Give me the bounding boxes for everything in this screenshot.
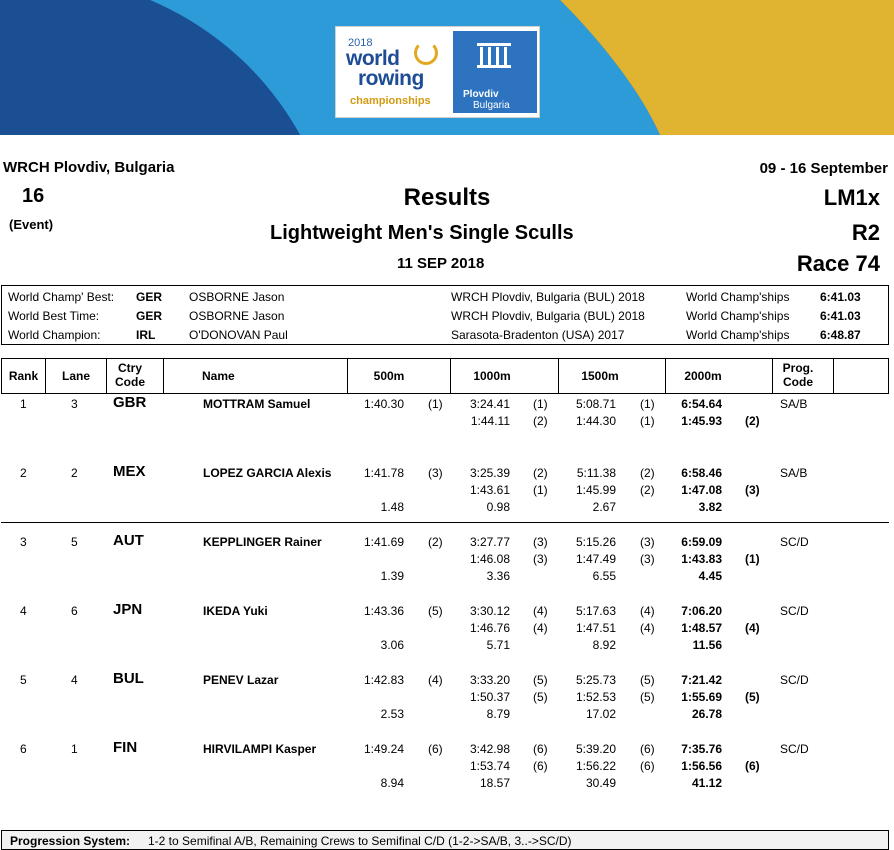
header-2000m: 2000m xyxy=(684,369,722,383)
cell-s1000: 1:53.74 xyxy=(469,759,510,773)
cell-prog: SC/D xyxy=(780,673,809,687)
record-location: WRCH Plovdiv, Bulgaria (BUL) 2018 xyxy=(451,309,645,323)
header-name: Name xyxy=(202,369,235,383)
cell-s2000: 1:47.08 xyxy=(681,483,722,497)
record-label: World Champion: xyxy=(8,328,101,342)
logo-city: Plovdiv xyxy=(463,89,499,100)
cell-d1000: 0.98 xyxy=(486,500,510,514)
cell-d500: 1.39 xyxy=(380,569,404,583)
record-competition: World Champ'ships xyxy=(686,328,790,342)
cell-d1500: 6.55 xyxy=(592,569,616,583)
cell-name: KEPPLINGER Rainer xyxy=(203,535,322,549)
logo-ring-icon xyxy=(414,41,438,65)
record-row xyxy=(2,325,890,344)
header-rank: Rank xyxy=(8,369,39,383)
cell-p500: (4) xyxy=(428,673,443,687)
cell-d1000: 18.57 xyxy=(479,776,510,790)
championship-logo xyxy=(335,26,540,118)
cell-d2000: 11.56 xyxy=(692,638,722,652)
cell-d2000: 41.12 xyxy=(691,776,722,790)
divider-line xyxy=(1,522,889,523)
cell-ctry: JPN xyxy=(113,601,143,618)
ancient-theatre-icon xyxy=(475,39,513,69)
cell-s2000: 1:56.56 xyxy=(681,759,722,773)
cell-sp1000: (2) xyxy=(533,414,548,428)
cell-d2000: 3.82 xyxy=(698,500,722,514)
cell-t500: 1:49.24 xyxy=(363,742,404,756)
logo-rowing: rowing xyxy=(358,67,424,90)
logo-city-panel xyxy=(453,31,537,113)
cell-d1000: 8.79 xyxy=(486,707,510,721)
cell-s1000: 1:46.76 xyxy=(469,621,510,635)
cell-d2000: 4.45 xyxy=(698,569,722,583)
cell-sp1500: (2) xyxy=(640,483,655,497)
cell-prog: SC/D xyxy=(780,742,809,756)
cell-rank: 5 xyxy=(20,673,27,687)
cell-d500: 8.94 xyxy=(380,776,404,790)
cell-rank: 1 xyxy=(20,397,27,411)
header-1000m: 1000m xyxy=(473,369,511,383)
cell-lane: 5 xyxy=(71,535,78,549)
logo-championships: championships xyxy=(350,95,431,107)
cell-prog: SA/B xyxy=(780,397,808,411)
cell-d1500: 17.02 xyxy=(585,707,616,721)
records-box xyxy=(1,285,889,345)
cell-d1000: 3.36 xyxy=(486,569,510,583)
column-divider xyxy=(833,359,834,393)
cell-d1500: 8.92 xyxy=(592,638,616,652)
header-lane: Lane xyxy=(61,369,90,383)
cell-t1000: 3:30.12 xyxy=(469,604,510,618)
cell-s1000: 1:50.37 xyxy=(469,690,510,704)
event-number: 16 xyxy=(22,185,45,207)
cell-t2000: 6:54.64 xyxy=(681,397,722,411)
record-competition: World Champ'ships xyxy=(686,309,790,323)
boat-class: LM1x xyxy=(823,185,880,210)
record-competition: World Champ'ships xyxy=(686,290,790,304)
cell-s1500: 1:52.53 xyxy=(575,690,616,704)
cell-t2000: 7:06.20 xyxy=(681,604,722,618)
cell-p1500: (3) xyxy=(640,535,655,549)
race-date: 11 SEP 2018 xyxy=(397,255,485,272)
cell-d500: 1.48 xyxy=(380,500,404,514)
cell-sp1000: (4) xyxy=(533,621,548,635)
cell-d1500: 2.67 xyxy=(592,500,616,514)
cell-t500: 1:40.30 xyxy=(363,397,404,411)
cell-sp2000: (2) xyxy=(745,414,760,428)
cell-lane: 3 xyxy=(71,397,78,411)
cell-prog: SC/D xyxy=(780,604,809,618)
cell-sp1500: (1) xyxy=(640,414,655,428)
cell-s2000: 1:45.93 xyxy=(681,414,722,428)
cell-rank: 6 xyxy=(20,742,27,756)
cell-sp2000: (4) xyxy=(745,621,760,635)
logo-country: Bulgaria xyxy=(473,100,510,111)
record-row xyxy=(2,306,890,325)
record-country: GER xyxy=(136,309,163,323)
cell-t1500: 5:17.63 xyxy=(575,604,616,618)
header-ctry: Ctry xyxy=(117,361,142,375)
cell-p1500: (1) xyxy=(640,397,655,411)
cell-sp2000: (6) xyxy=(745,759,760,773)
cell-p1500: (4) xyxy=(640,604,655,618)
cell-s1500: 1:44.30 xyxy=(575,414,616,428)
column-divider xyxy=(163,359,164,393)
record-holder: OSBORNE Jason xyxy=(189,309,285,323)
cell-t2000: 7:21.42 xyxy=(681,673,722,687)
cell-d1500: 30.49 xyxy=(585,776,616,790)
cell-t1000: 3:33.20 xyxy=(469,673,510,687)
header-500m: 500m xyxy=(373,369,405,383)
cell-rank: 4 xyxy=(20,604,27,618)
cell-s1500: 1:56.22 xyxy=(575,759,616,773)
event-name: Lightweight Men's Single Sculls xyxy=(270,222,574,244)
cell-t1000: 3:25.39 xyxy=(469,466,510,480)
logo-world: world xyxy=(346,47,400,70)
record-time: 6:41.03 xyxy=(820,309,861,323)
record-label: World Best Time: xyxy=(8,309,100,323)
cell-sp1000: (6) xyxy=(533,759,548,773)
cell-name: IKEDA Yuki xyxy=(203,604,268,618)
cell-t500: 1:41.78 xyxy=(363,466,404,480)
cell-ctry: BUL xyxy=(113,670,144,687)
cell-p1000: (2) xyxy=(533,466,548,480)
cell-s1000: 1:43.61 xyxy=(469,483,510,497)
progression-system xyxy=(1,830,889,850)
cell-name: HIRVILAMPI Kasper xyxy=(203,742,317,756)
record-time: 6:41.03 xyxy=(820,290,861,304)
cell-sp1500: (3) xyxy=(640,552,655,566)
cell-d1000: 5.71 xyxy=(486,638,510,652)
cell-t500: 1:42.83 xyxy=(363,673,404,687)
event-dates: 09 - 16 September xyxy=(759,160,888,177)
cell-t1500: 5:15.26 xyxy=(575,535,616,549)
record-country: GER xyxy=(136,290,163,304)
cell-sp2000: (3) xyxy=(745,483,760,497)
round-code: R2 xyxy=(851,220,880,245)
record-label: World Champ' Best: xyxy=(8,290,115,304)
progression-text: 1-2 to Semifinal A/B, Remaining Crews to Semifinal C/D (1-2->SA/B, 3..->SC/D) xyxy=(148,834,572,848)
header-prog-code: Code xyxy=(783,375,813,389)
cell-t1000: 3:27.77 xyxy=(469,535,510,549)
cell-s2000: 1:48.57 xyxy=(681,621,722,635)
event-label: (Event) xyxy=(9,217,54,232)
record-row xyxy=(2,287,890,306)
cell-p1500: (6) xyxy=(640,742,655,756)
cell-t2000: 6:58.46 xyxy=(681,466,722,480)
cell-p1500: (5) xyxy=(640,673,655,687)
venue: WRCH Plovdiv, Bulgaria xyxy=(3,159,175,176)
cell-p500: (3) xyxy=(428,466,443,480)
header-1500m: 1500m xyxy=(581,369,619,383)
cell-t500: 1:43.36 xyxy=(363,604,404,618)
cell-lane: 4 xyxy=(71,673,78,687)
header-banner xyxy=(0,0,894,135)
cell-s2000: 1:43.83 xyxy=(681,552,722,566)
cell-d500: 2.53 xyxy=(380,707,404,721)
cell-t1000: 3:24.41 xyxy=(469,397,510,411)
cell-sp1500: (5) xyxy=(640,690,655,704)
cell-d500: 3.06 xyxy=(380,638,404,652)
cell-t2000: 7:35.76 xyxy=(681,742,722,756)
cell-s1500: 1:47.49 xyxy=(575,552,616,566)
record-location: WRCH Plovdiv, Bulgaria (BUL) 2018 xyxy=(451,290,645,304)
cell-t1500: 5:39.20 xyxy=(575,742,616,756)
header-code: Code xyxy=(115,375,145,389)
cell-t500: 1:41.69 xyxy=(363,535,404,549)
cell-t1000: 3:42.98 xyxy=(469,742,510,756)
cell-ctry: MEX xyxy=(113,463,146,480)
cell-ctry: GBR xyxy=(113,394,147,411)
cell-s2000: 1:55.69 xyxy=(681,690,722,704)
cell-p1000: (3) xyxy=(533,535,548,549)
progression-label: Progression System: xyxy=(10,834,131,848)
record-holder: O'DONOVAN Paul xyxy=(189,328,288,342)
cell-p1000: (5) xyxy=(533,673,548,687)
cell-p500: (1) xyxy=(428,397,443,411)
cell-s1000: 1:46.08 xyxy=(469,552,510,566)
cell-p1000: (1) xyxy=(533,397,548,411)
page-title: Results xyxy=(403,184,491,211)
cell-rank: 3 xyxy=(20,535,27,549)
cell-sp1500: (6) xyxy=(640,759,655,773)
cell-sp1000: (3) xyxy=(533,552,548,566)
cell-prog: SC/D xyxy=(780,535,809,549)
cell-sp1000: (1) xyxy=(533,483,548,497)
cell-s1500: 1:45.99 xyxy=(575,483,616,497)
cell-rank: 2 xyxy=(20,466,27,480)
race-number: Race 74 xyxy=(796,251,880,276)
header-prog: Prog. xyxy=(782,361,814,375)
cell-prog: SA/B xyxy=(780,466,808,480)
cell-s1500: 1:47.51 xyxy=(575,621,616,635)
cell-name: MOTTRAM Samuel xyxy=(203,397,311,411)
cell-ctry: AUT xyxy=(113,532,144,549)
cell-p1500: (2) xyxy=(640,466,655,480)
cell-s1000: 1:44.11 xyxy=(470,414,510,428)
cell-lane: 1 xyxy=(71,742,78,756)
cell-t1500: 5:08.71 xyxy=(575,397,616,411)
cell-sp1500: (4) xyxy=(640,621,655,635)
record-time: 6:48.87 xyxy=(820,328,861,342)
results-table-header xyxy=(1,358,889,394)
cell-sp2000: (5) xyxy=(745,690,760,704)
cell-p500: (6) xyxy=(428,742,443,756)
logo-year: 2018 xyxy=(348,37,373,49)
cell-p500: (2) xyxy=(428,535,443,549)
cell-p500: (5) xyxy=(428,604,443,618)
cell-sp2000: (1) xyxy=(745,552,760,566)
cell-t2000: 6:59.09 xyxy=(681,535,722,549)
cell-ctry: FIN xyxy=(113,739,138,756)
cell-t1500: 5:25.73 xyxy=(575,673,616,687)
cell-p1000: (6) xyxy=(533,742,548,756)
cell-name: PENEV Lazar xyxy=(203,673,279,687)
cell-d2000: 26.78 xyxy=(691,707,722,721)
cell-sp1000: (5) xyxy=(533,690,548,704)
record-location: Sarasota-Bradenton (USA) 2017 xyxy=(451,328,625,342)
cell-lane: 6 xyxy=(71,604,78,618)
cell-name: LOPEZ GARCIA Alexis xyxy=(203,466,332,480)
cell-lane: 2 xyxy=(71,466,78,480)
record-holder: OSBORNE Jason xyxy=(189,290,285,304)
record-country: IRL xyxy=(136,328,156,342)
cell-t1500: 5:11.38 xyxy=(576,466,616,480)
cell-p1000: (4) xyxy=(533,604,548,618)
